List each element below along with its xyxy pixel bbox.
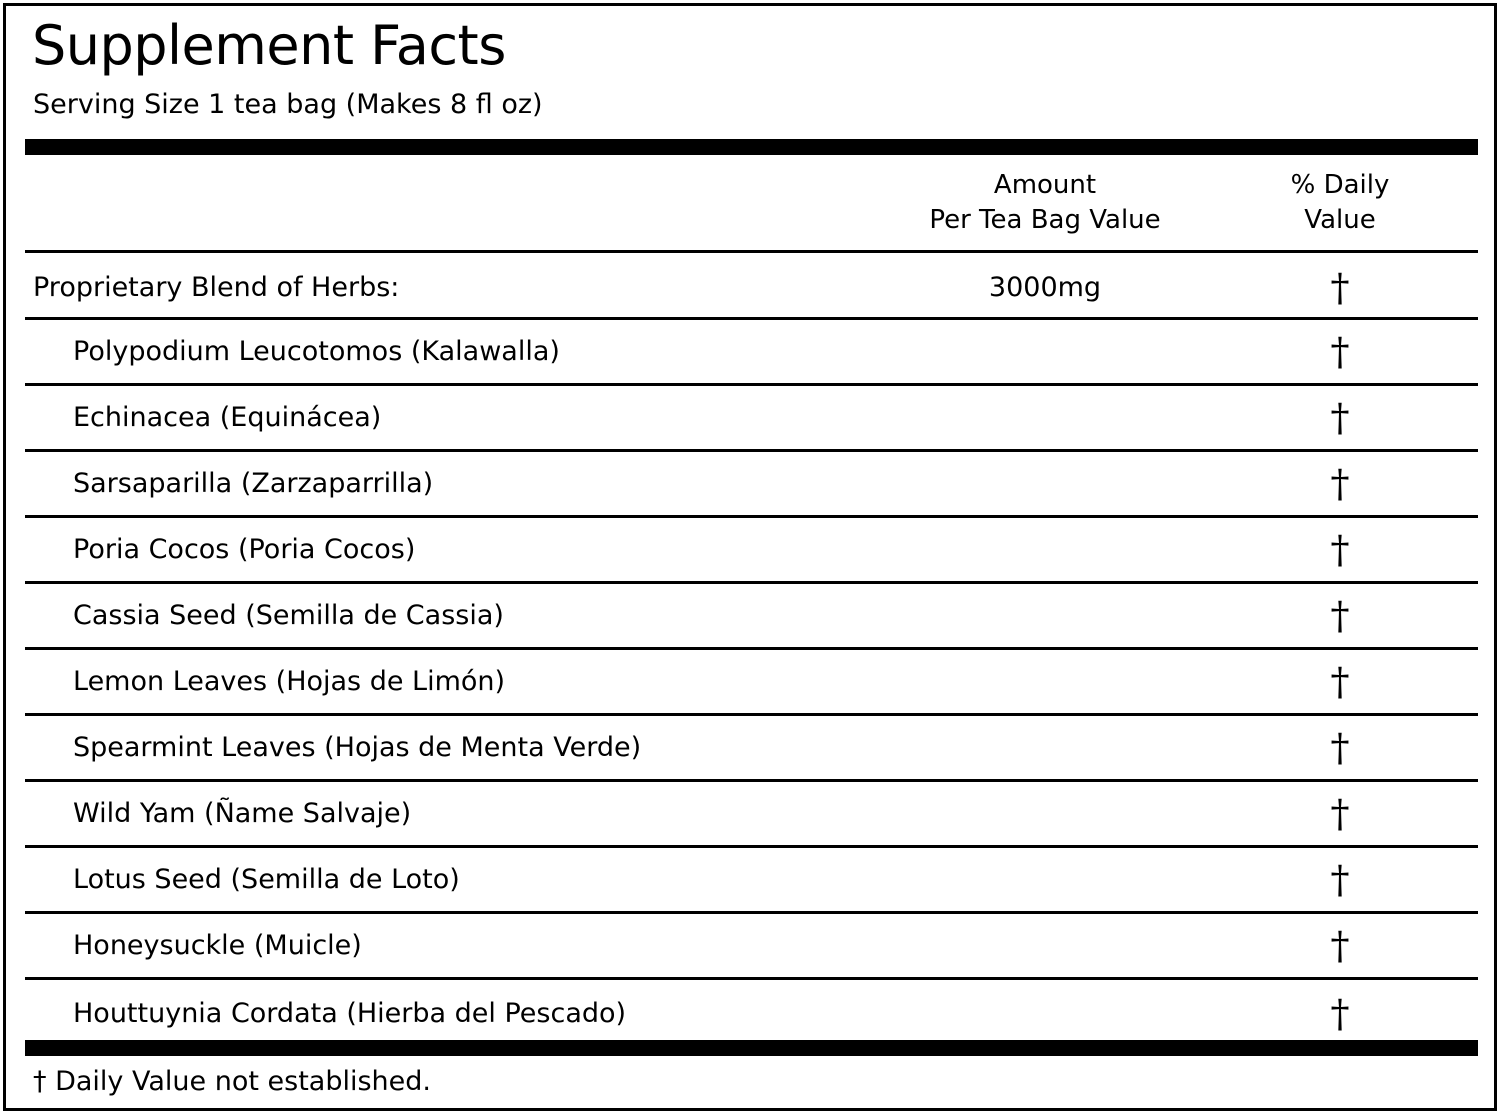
ingredient-name: Houttuynia Cordata (Hierba del Pescado) (73, 997, 627, 1029)
dagger-mark: † (1330, 461, 1350, 506)
blend-row (25, 256, 1478, 319)
ingredient-name: Lemon Leaves (Hojas de Limón) (73, 665, 506, 697)
ingredient-row (25, 716, 1478, 779)
serving-size: Serving Size 1 tea bag (Makes 8 fl oz) (33, 89, 543, 120)
dv-header-line1: % Daily (1290, 170, 1390, 200)
ingredient-name: Lotus Seed (Semilla de Loto) (73, 863, 460, 895)
ingredient-name: Wild Yam (Ñame Salvaje) (73, 797, 412, 829)
amount-header-line1: Amount (993, 170, 1097, 200)
dagger-mark: † (1330, 329, 1350, 374)
dagger-mark: † (1330, 395, 1350, 440)
dagger-mark: † (1330, 725, 1350, 770)
amount-column-header (905, 168, 1185, 238)
panel-title: Supplement Facts (32, 14, 506, 77)
dagger-mark: † (1330, 593, 1350, 638)
ingredient-row (25, 452, 1478, 515)
ingredient-row (25, 650, 1478, 713)
ingredient-name: Cassia Seed (Semilla de Cassia) (73, 599, 504, 631)
dagger-mark: † (1330, 791, 1350, 836)
ingredient-row (25, 914, 1478, 977)
footnote: † Daily Value not established. (33, 1066, 431, 1097)
ingredient-name: Spearmint Leaves (Hojas de Menta Verde) (73, 731, 642, 763)
ingredient-name: Echinacea (Equinácea) (73, 401, 382, 433)
ingredient-name: Polypodium Leucotomos (Kalawalla) (73, 335, 560, 367)
row-divider (25, 977, 1478, 980)
blend-name: Proprietary Blend of Herbs: (33, 271, 400, 303)
blend-amount: 3000mg (988, 271, 1102, 303)
dv-header-line2: Value (1304, 205, 1376, 235)
ingredient-name: Sarsaparilla (Zarzaparrilla) (73, 467, 434, 499)
ingredient-row (25, 782, 1478, 845)
header-divider (25, 250, 1478, 253)
ingredient-row (25, 848, 1478, 911)
amount-header-line2: Per Tea Bag Value (929, 205, 1161, 235)
ingredient-name: Poria Cocos (Poria Cocos) (73, 533, 416, 565)
daily-value-column-header (1240, 168, 1440, 238)
blend-dagger-mark: † (1330, 265, 1350, 310)
dagger-mark: † (1330, 923, 1350, 968)
ingredient-row (25, 320, 1478, 383)
ingredient-row (25, 386, 1478, 449)
dagger-mark: † (1330, 527, 1350, 572)
top-thick-divider (25, 139, 1478, 155)
ingredient-row (25, 584, 1478, 647)
ingredient-row (25, 518, 1478, 581)
bottom-thick-divider (25, 1040, 1478, 1056)
ingredient-row (25, 982, 1478, 1045)
dagger-mark: † (1330, 991, 1350, 1036)
dagger-mark: † (1330, 857, 1350, 902)
ingredient-name: Honeysuckle (Muicle) (73, 929, 362, 961)
dagger-mark: † (1330, 659, 1350, 704)
